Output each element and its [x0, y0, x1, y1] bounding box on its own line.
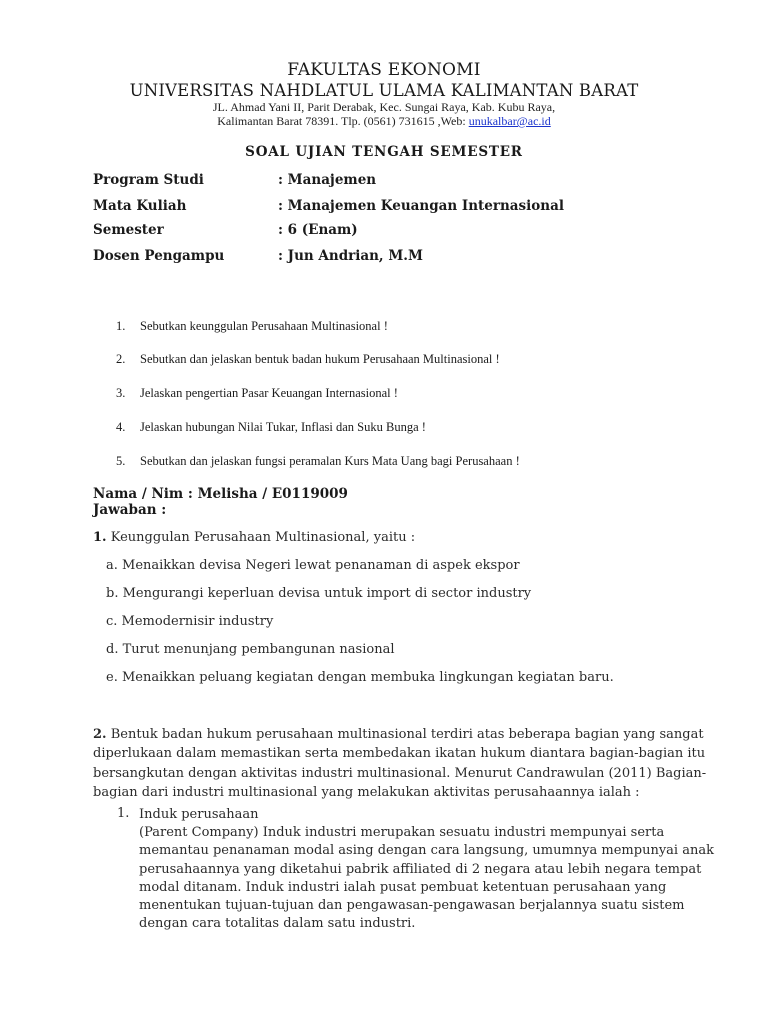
list-item	[139, 806, 714, 933]
question-number: 5.	[116, 454, 126, 468]
question-text: Sebutkan dan jelaskan bentuk badan hukum Perusahaan Multinasional !	[140, 352, 500, 366]
answer-2-paragraph	[93, 725, 707, 802]
paragraph-line: bagian dari industri multinasional yang melakukan aktivitas perusahaannya ialah :	[93, 784, 640, 800]
list-item-line: perusahaannya yang diketahui pabrik affiliated di 2 negara atau lebih negara tempat	[139, 861, 702, 877]
address-line-2-text: Kalimantan Barat 78391. Tlp. (0561) 731615 ,Web:	[217, 114, 466, 128]
question-text: Sebutkan keunggulan Perusahaan Multinasional !	[140, 319, 388, 333]
answer-1-item: c. Memodernisir industry	[106, 614, 274, 629]
info-label: Mata Kuliah	[93, 198, 187, 214]
faculty-heading: FAKULTAS EKONOMI	[287, 60, 481, 80]
answer-intro-text: Keunggulan Perusahaan Multinasional, yaitu :	[106, 530, 416, 545]
info-label: Program Studi	[93, 172, 204, 188]
address-line-2	[0, 114, 768, 129]
question-number: 4.	[116, 420, 126, 434]
info-value: : 6 (Enam)	[278, 222, 358, 238]
list-item-line: (Parent Company) Induk industri merupakan sesuatu industri mempunyai serta	[139, 825, 665, 841]
list-item-line: menentukan tujuan-tujuan dan pengawasan-pengawasan berjalannya suatu sistem	[139, 898, 685, 914]
answer-1-item: d. Turut menunjang pembangunan nasional	[106, 642, 395, 657]
answer-1-intro	[93, 530, 415, 545]
paragraph-line: 2. Bentuk badan hukum perusahaan multinasional terdiri atas beberapa bagian yang sangat	[93, 727, 704, 742]
list-item-line: memantau penanaman modal asing dengan cara langsung, umumnya mempunyai anak	[139, 843, 714, 859]
list-item-number: 1.	[117, 806, 130, 821]
university-heading: UNIVERSITAS NAHDLATUL ULAMA KALIMANTAN BARAT	[129, 81, 639, 100]
question-number: 2.	[116, 352, 126, 366]
list-item-title: Induk perusahaan	[139, 807, 259, 822]
paragraph-line: diperlukaan dalam memastikan serta membedakan ikatan hukum diantara bagian-bagian itu	[93, 746, 706, 762]
question-number: 1.	[116, 319, 126, 333]
question-text: Sebutkan dan jelaskan fungsi peramalan Kurs Mata Uang bagi Perusahaan !	[140, 454, 520, 468]
paragraph-line: bersangkutan dengan aktivitas industri multinasional. Menurut Candrawulan (2011) Bagian-	[93, 765, 707, 781]
question-text: Jelaskan hubungan Nilai Tukar, Inflasi dan Suku Bunga !	[140, 420, 426, 434]
answer-label: Jawaban :	[93, 502, 167, 518]
answer-1-item: a. Menaikkan devisa Negeri lewat penanaman di aspek ekspor	[106, 558, 520, 573]
answer-1-item: e. Menaikkan peluang kegiatan dengan membuka lingkungan kegiatan baru.	[106, 670, 614, 685]
answer-number: 2.	[93, 727, 107, 742]
answer-number: 1.	[93, 530, 107, 545]
question-number: 3.	[116, 386, 126, 400]
exam-title: SOAL UJIAN TENGAH SEMESTER	[245, 144, 523, 160]
info-value: : Manajemen Keuangan Internasional	[278, 198, 564, 214]
info-value: : Jun Andrian, M.M	[278, 248, 423, 264]
address-line-1: JL. Ahmad Yani II, Parit Derabak, Kec. Sungai Raya, Kab. Kubu Raya,	[212, 100, 556, 114]
web-link[interactable]: unukalbar@ac.id	[468, 114, 551, 128]
question-text: Jelaskan pengertian Pasar Keuangan Internasional !	[140, 386, 398, 400]
answer-1-item: b. Mengurangi keperluan devisa untuk import di sector industry	[106, 586, 532, 601]
student-name-nim: Nama / Nim : Melisha / E0119009	[93, 486, 348, 502]
info-label: Dosen Pengampu	[93, 248, 225, 264]
list-item-line: modal ditanam. Induk industri ialah pusat pembuat ketentuan perusahaan yang	[139, 879, 667, 895]
list-item-line: dengan cara totalitas dalam satu industri.	[139, 916, 416, 932]
info-value: : Manajemen	[278, 172, 377, 188]
info-label: Semester	[93, 222, 164, 238]
